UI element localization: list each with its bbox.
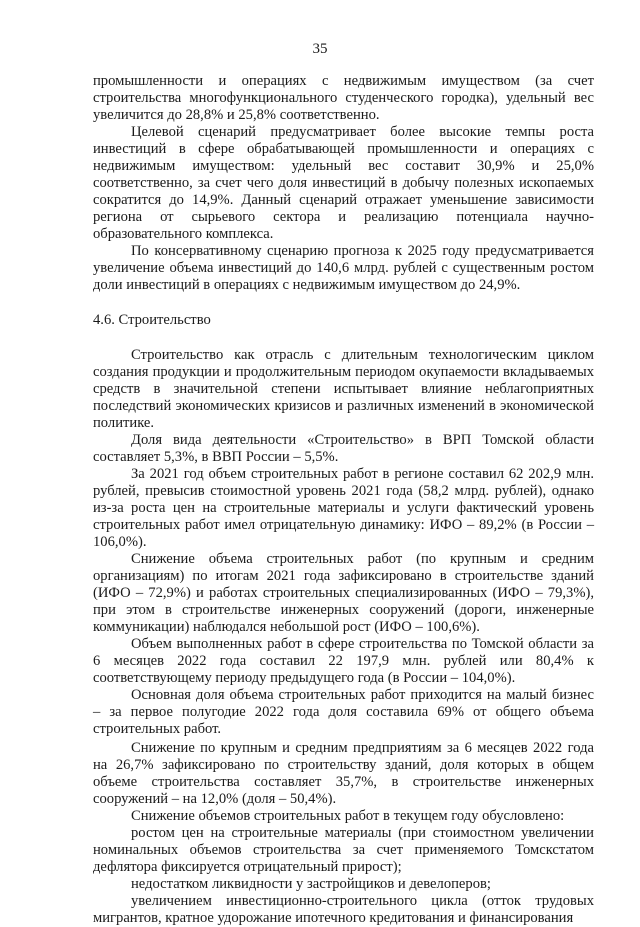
paragraph: По консервативному сценарию прогноза к 2025 году предусматривается увеличение объема инвестиций до 140,6 млрд. рублей с существенным ростом доли инвестиций в операциях с недвижимым имуществом до 24,9%. bbox=[93, 243, 594, 293]
paragraph: Снижение объемов строительных работ в текущем году обусловлено: bbox=[131, 808, 565, 824]
paragraph: Снижение объема строительных работ (по крупным и средним организациям) по итогам 2021 года зафиксировано в строительстве зданий (ИФО – 72,9%) и работах строительных специализированных (ИФО – 79,3%), при этом в строительстве инженерных сооружений (дороги, инженерные коммуникации) наблюдался небольшой рост (ИФО – 100,6%). bbox=[93, 551, 594, 635]
document-body bbox=[93, 73, 594, 927]
paragraph: Целевой сценарий предусматривает более высокие темпы роста инвестиций в сфере обрабатывающей промышленности и операциях с недвижимым имуществом: удельный вес составит 30,9% и 25,0% соответственно, за счет чего доля инвестиций в добычу полезных ископаемых сократится до 14,9%. Данный сценарий отражает уменьшение зависимости региона от сырьевого сектора и реализацию потенциала научно-образовательного комплекса. bbox=[93, 124, 594, 242]
paragraph: Доля вида деятельности «Строительство» в ВРП Томской области составляет 5,3%, в ВВП России – 5,5%. bbox=[93, 432, 594, 465]
list-item: недостатком ликвидности у застройщиков и девелоперов; bbox=[131, 876, 491, 892]
paragraph: Строительство как отрасль с длительным технологическим циклом создания продукции и продолжительным периодом окупаемости вкладываемых средств в значительной степени испытывает влияние неблагоприятных последствий экономических кризисов и различных изменений в экономической политике. bbox=[93, 347, 594, 431]
page-number: 35 bbox=[312, 41, 328, 57]
paragraph: промышленности и операциях с недвижимым имуществом (за счет строительства многофункционального студенческого городка), удельный вес увеличится до 28,8% и 25,8% соответственно. bbox=[93, 73, 594, 123]
paragraph: Снижение по крупным и средним предприятиям за 6 месяцев 2022 года на 26,7% зафиксировано по строительству зданий, доля которых в общем объеме строительства составляет 35,7%, в строительстве инженерных сооружений – на 12,0% (доля – 50,4%). bbox=[93, 740, 594, 807]
list-item: ростом цен на строительные материалы (при стоимостном увеличении номинальных объемов строительства за счет применяемого Томскстатом дефлятора фиксируется отрицательный прирост); bbox=[93, 825, 594, 875]
paragraph: За 2021 год объем строительных работ в регионе составил 62 202,9 млн. рублей, превысив стоимостной уровень 2021 года (58,2 млрд. рублей), однако из-за роста цен на строительные материалы и услуги фактический уровень строительных работ имел отрицательную динамику: ИФО – 89,2% (в России – 106,0%). bbox=[93, 466, 594, 550]
paragraph: Основная доля объема строительных работ приходится на малый бизнес – за первое полугодие 2022 года доля составила 69% от общего объема строительных работ. bbox=[93, 687, 594, 737]
list-item: увеличением инвестиционно-строительного цикла (отток трудовых мигрантов, кратное удорожание ипотечного кредитования и финансирования bbox=[93, 893, 594, 926]
paragraph: Объем выполненных работ в сфере строительства по Томской области за 6 месяцев 2022 года составил 22 197,9 млн. рублей или 80,4% к соответствующему периоду предыдущего года (в России – 104,0%). bbox=[93, 636, 594, 686]
section-heading: 4.6. Строительство bbox=[93, 312, 211, 328]
